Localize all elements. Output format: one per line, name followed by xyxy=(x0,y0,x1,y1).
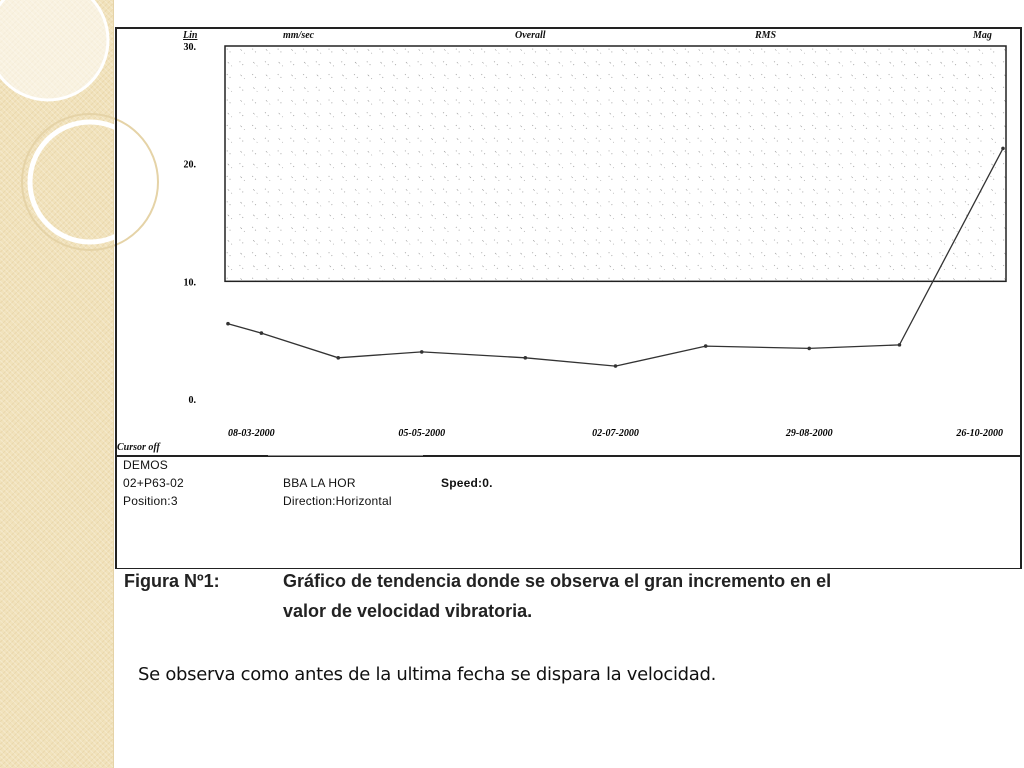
trend-chart xyxy=(113,24,1024,569)
trend-point xyxy=(336,356,340,360)
trend-point xyxy=(1001,147,1005,151)
trend-point xyxy=(614,364,618,368)
y-tick-label: 0. xyxy=(188,395,196,406)
x-tick-label: 29-08-2000 xyxy=(785,428,833,439)
trend-point xyxy=(524,356,528,360)
y-tick-label: 20. xyxy=(183,159,196,171)
trend-point xyxy=(898,343,902,347)
x-tick-label: 26-10-2000 xyxy=(956,428,1003,439)
info-position: Position:3 xyxy=(123,494,178,508)
caption-line-2: valor de velocidad vibratoria. xyxy=(283,601,533,621)
trend-point xyxy=(260,331,264,335)
info-database: DEMOS xyxy=(123,458,169,472)
trend-point xyxy=(420,350,424,354)
info-point: 02+P63-02 xyxy=(123,476,184,490)
header-units: mm/sec xyxy=(283,30,315,41)
caption-label: Figura Nº1: xyxy=(124,571,220,591)
header-type: RMS xyxy=(755,30,777,41)
y-axis-ticks xyxy=(184,42,197,406)
trend-point xyxy=(807,347,811,351)
slide-footnote: Se observa como antes de la ultima fecha se dispara la velocidad. xyxy=(138,664,717,685)
cursor-status: Cursor off xyxy=(117,442,160,453)
header-measure: Overall xyxy=(515,30,546,41)
trend-figure xyxy=(113,24,1024,634)
x-tick-label: 02-07-2000 xyxy=(592,428,639,439)
header-unit-abbrev: Lin xyxy=(183,30,198,41)
header-mode: Mag xyxy=(973,30,992,41)
x-tick-label: 05-05-2000 xyxy=(398,428,446,439)
alarm-band xyxy=(225,46,1006,281)
y-tick-label: 10. xyxy=(183,277,196,289)
info-speed: Speed:0. xyxy=(441,476,493,490)
info-machine: BBA LA HOR xyxy=(283,476,356,490)
y-tick-label: 30. xyxy=(183,42,196,53)
trend-point xyxy=(704,344,708,348)
info-direction: Direction:Horizontal xyxy=(283,494,392,508)
x-axis-ticks xyxy=(228,428,1003,439)
trend-point xyxy=(226,322,230,326)
caption-line-1: Gráfico de tendencia donde se observa el gran incremento en el xyxy=(283,571,832,591)
x-tick-label: 08-03-2000 xyxy=(228,428,275,439)
